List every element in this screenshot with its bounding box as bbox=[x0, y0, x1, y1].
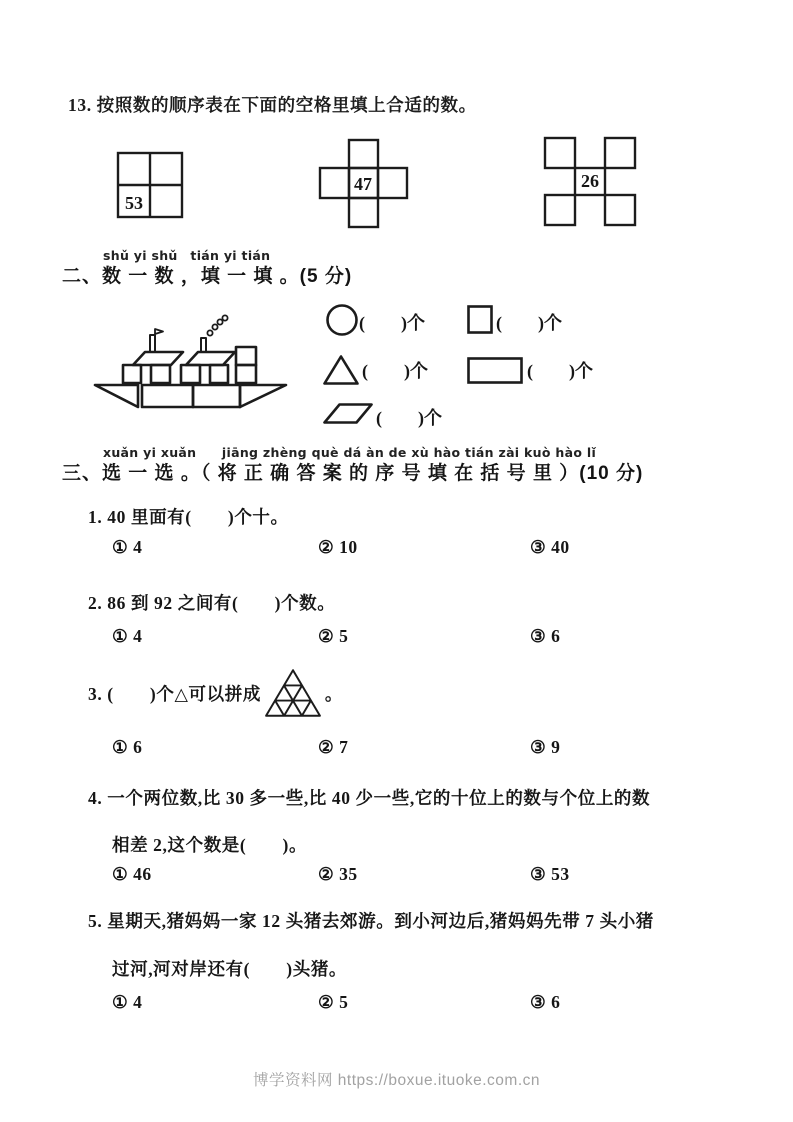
question-4-line1: 4. 一个两位数,比 30 多一些,比 40 少一些,它的十位上的数与个位上的数 bbox=[88, 788, 651, 808]
section2-heading: 二、数 一 数 ，填 一 填 。(5 分) bbox=[62, 266, 353, 287]
question-4-line2: 相差 2,这个数是( )。 bbox=[112, 835, 308, 855]
q3-option-2: ② 7 bbox=[318, 737, 349, 757]
q4-option-1: ① 46 bbox=[112, 864, 152, 884]
square-shape-icon bbox=[467, 305, 493, 334]
hull-rect-1 bbox=[142, 385, 193, 407]
q1-option-1: ① 4 bbox=[112, 537, 143, 557]
q1-option-2: ② 10 bbox=[318, 537, 358, 557]
section3-heading: 三、选 一 选 。（ 将 正 确 答 案 的 序 号 填 在 括 号 里 ）(10 分) bbox=[62, 463, 644, 484]
q2-option-2: ② 5 bbox=[318, 626, 349, 646]
question-2-text: 2. 86 到 92 之间有( )个数。 bbox=[88, 593, 336, 613]
hull-rect-2 bbox=[193, 385, 240, 407]
grid3-number: 26 bbox=[581, 171, 599, 191]
triangle-shape-icon bbox=[322, 354, 360, 386]
q5-option-3: ③ 6 bbox=[530, 992, 561, 1012]
q5-option-2: ② 5 bbox=[318, 992, 349, 1012]
section2-pinyin: shǔ yi shǔ tián yi tián bbox=[103, 248, 271, 263]
ship-shapes-figure bbox=[86, 298, 298, 428]
grid-corners bbox=[545, 138, 635, 225]
q4-option-3: ③ 53 bbox=[530, 864, 570, 884]
roof-parallelogram-1 bbox=[133, 352, 183, 365]
rectangle-shape-icon bbox=[467, 357, 523, 384]
triangle-count-blank: ( )个 bbox=[362, 361, 428, 381]
q3-option-3: ③ 9 bbox=[530, 737, 561, 757]
hull-left-triangle bbox=[95, 385, 138, 407]
parallelogram-shape-icon bbox=[322, 402, 374, 425]
q3-option-1: ① 6 bbox=[112, 737, 143, 757]
footer-watermark: 博学资料网 https://boxue.ituoke.com.cn bbox=[253, 1072, 540, 1089]
flag-icon bbox=[155, 329, 163, 334]
number-grids-figure bbox=[0, 128, 793, 250]
q5-option-1: ① 4 bbox=[112, 992, 143, 1012]
q4-option-2: ② 35 bbox=[318, 864, 358, 884]
grid-2x2 bbox=[118, 153, 182, 217]
grid2-number: 47 bbox=[354, 174, 372, 194]
question-13-text: 13. 按照数的顺序表在下面的空格里填上合适的数。 bbox=[68, 95, 477, 115]
hull-right-triangle bbox=[240, 385, 286, 407]
q1-option-3: ③ 40 bbox=[530, 537, 570, 557]
question-3-text-after: 。 bbox=[324, 683, 344, 704]
section3-pinyin: xuǎn yi xuǎn jiāng zhèng què dá àn de xù hào tián zài kuò hào lǐ bbox=[103, 445, 597, 460]
question-3-row bbox=[88, 668, 343, 718]
question-3-text-before: 3. ( )个△可以拼成 bbox=[88, 683, 261, 704]
square-count-blank: ( )个 bbox=[496, 313, 562, 333]
question-5-line2: 过河,河对岸还有( )头猪。 bbox=[112, 959, 348, 979]
parallelogram-count-blank: ( )个 bbox=[376, 408, 442, 428]
q2-option-1: ① 4 bbox=[112, 626, 143, 646]
rectangle-count-blank: ( )个 bbox=[527, 361, 593, 381]
circle-shape-icon bbox=[325, 303, 359, 337]
question-5-line1: 5. 星期天,猪妈妈一家 12 头猪去郊游。到小河边后,猪妈妈先带 7 头小猪 bbox=[88, 911, 654, 931]
q2-option-3: ③ 6 bbox=[530, 626, 561, 646]
circle-count-blank: ( )个 bbox=[359, 313, 425, 333]
roof-parallelogram-2 bbox=[186, 352, 235, 365]
grid-cross bbox=[320, 140, 407, 227]
divided-triangle-figure bbox=[264, 668, 322, 718]
grid1-number: 53 bbox=[125, 193, 143, 213]
question-1-text: 1. 40 里面有( )个十。 bbox=[88, 507, 289, 527]
